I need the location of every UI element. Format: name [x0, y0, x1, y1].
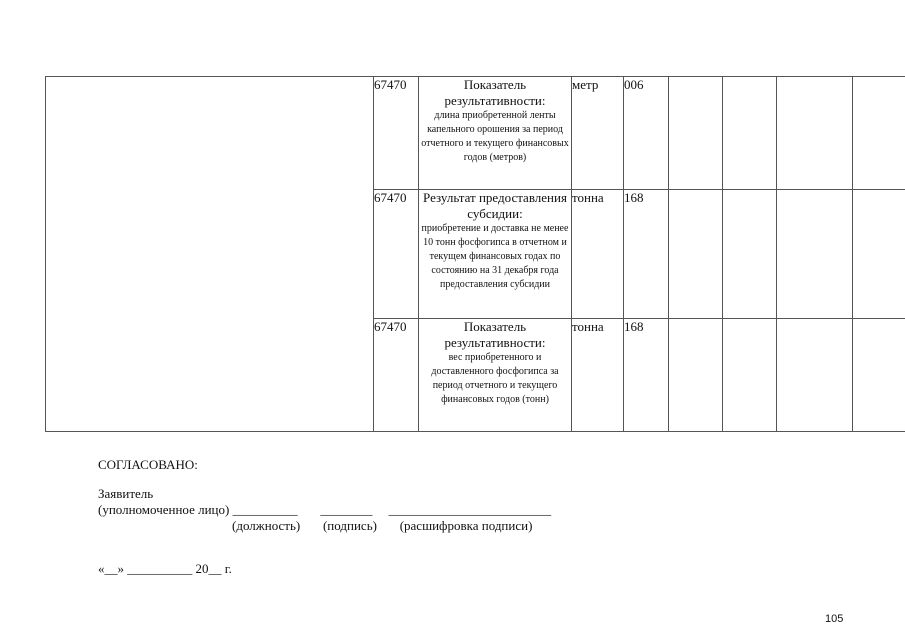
indicator-title: Результат предоставления субсидии:	[423, 190, 567, 221]
value-cell	[853, 77, 905, 190]
agreed-heading: СОГЛАСОВАНО:	[98, 457, 198, 472]
indicator-title: Показатель результативности:	[444, 319, 546, 350]
authorized-person-line: (уполномоченное лицо) __________ ________ _________________________	[98, 502, 552, 517]
report-table	[45, 76, 905, 432]
value-cell	[669, 319, 723, 432]
okei-code-cell: 168	[624, 190, 669, 319]
applicant-label: Заявитель	[98, 486, 154, 501]
indicator-description: приобретение и доставка не менее 10 тонн фосфогипса в отчетном и текущем финансовых годах по состоянию на 31 декабря года предоставления субсидии	[421, 223, 569, 290]
indicator-name-cell	[419, 190, 572, 319]
indicator-name-cell	[419, 77, 572, 190]
value-cell	[777, 190, 853, 319]
indicator-title: Показатель результативности:	[444, 77, 546, 108]
unit-cell: тонна	[572, 319, 624, 432]
unit-cell: метр	[572, 77, 624, 190]
value-cell	[853, 190, 905, 319]
value-cell	[669, 190, 723, 319]
code-cell: 67470	[374, 319, 419, 432]
table-row	[46, 77, 905, 190]
indicator-description: вес приобретенного и доставленного фосфогипса за период отчетного и текущего финансовых годов (тонн)	[431, 352, 559, 405]
indicator-description: длина приобретенной ленты капельного орошения за период отчетного и текущего финансовых годов (метров)	[421, 110, 569, 163]
value-cell	[669, 77, 723, 190]
date-line: «__» __________ 20__ г.	[98, 561, 232, 576]
code-cell: 67470	[374, 190, 419, 319]
unit-cell: тонна	[572, 190, 624, 319]
okei-code-cell: 168	[624, 319, 669, 432]
merged-left-cell	[46, 77, 374, 432]
value-cell	[777, 77, 853, 190]
value-cell	[723, 77, 777, 190]
value-cell	[723, 319, 777, 432]
page-number: 105	[825, 613, 844, 625]
value-cell	[723, 190, 777, 319]
value-cell	[777, 319, 853, 432]
okei-code-cell: 006	[624, 77, 669, 190]
signature-captions: (должность) (подпись) (расшифровка подписи)	[232, 518, 533, 533]
value-cell	[853, 319, 905, 432]
code-cell: 67470	[374, 77, 419, 190]
indicator-name-cell	[419, 319, 572, 432]
